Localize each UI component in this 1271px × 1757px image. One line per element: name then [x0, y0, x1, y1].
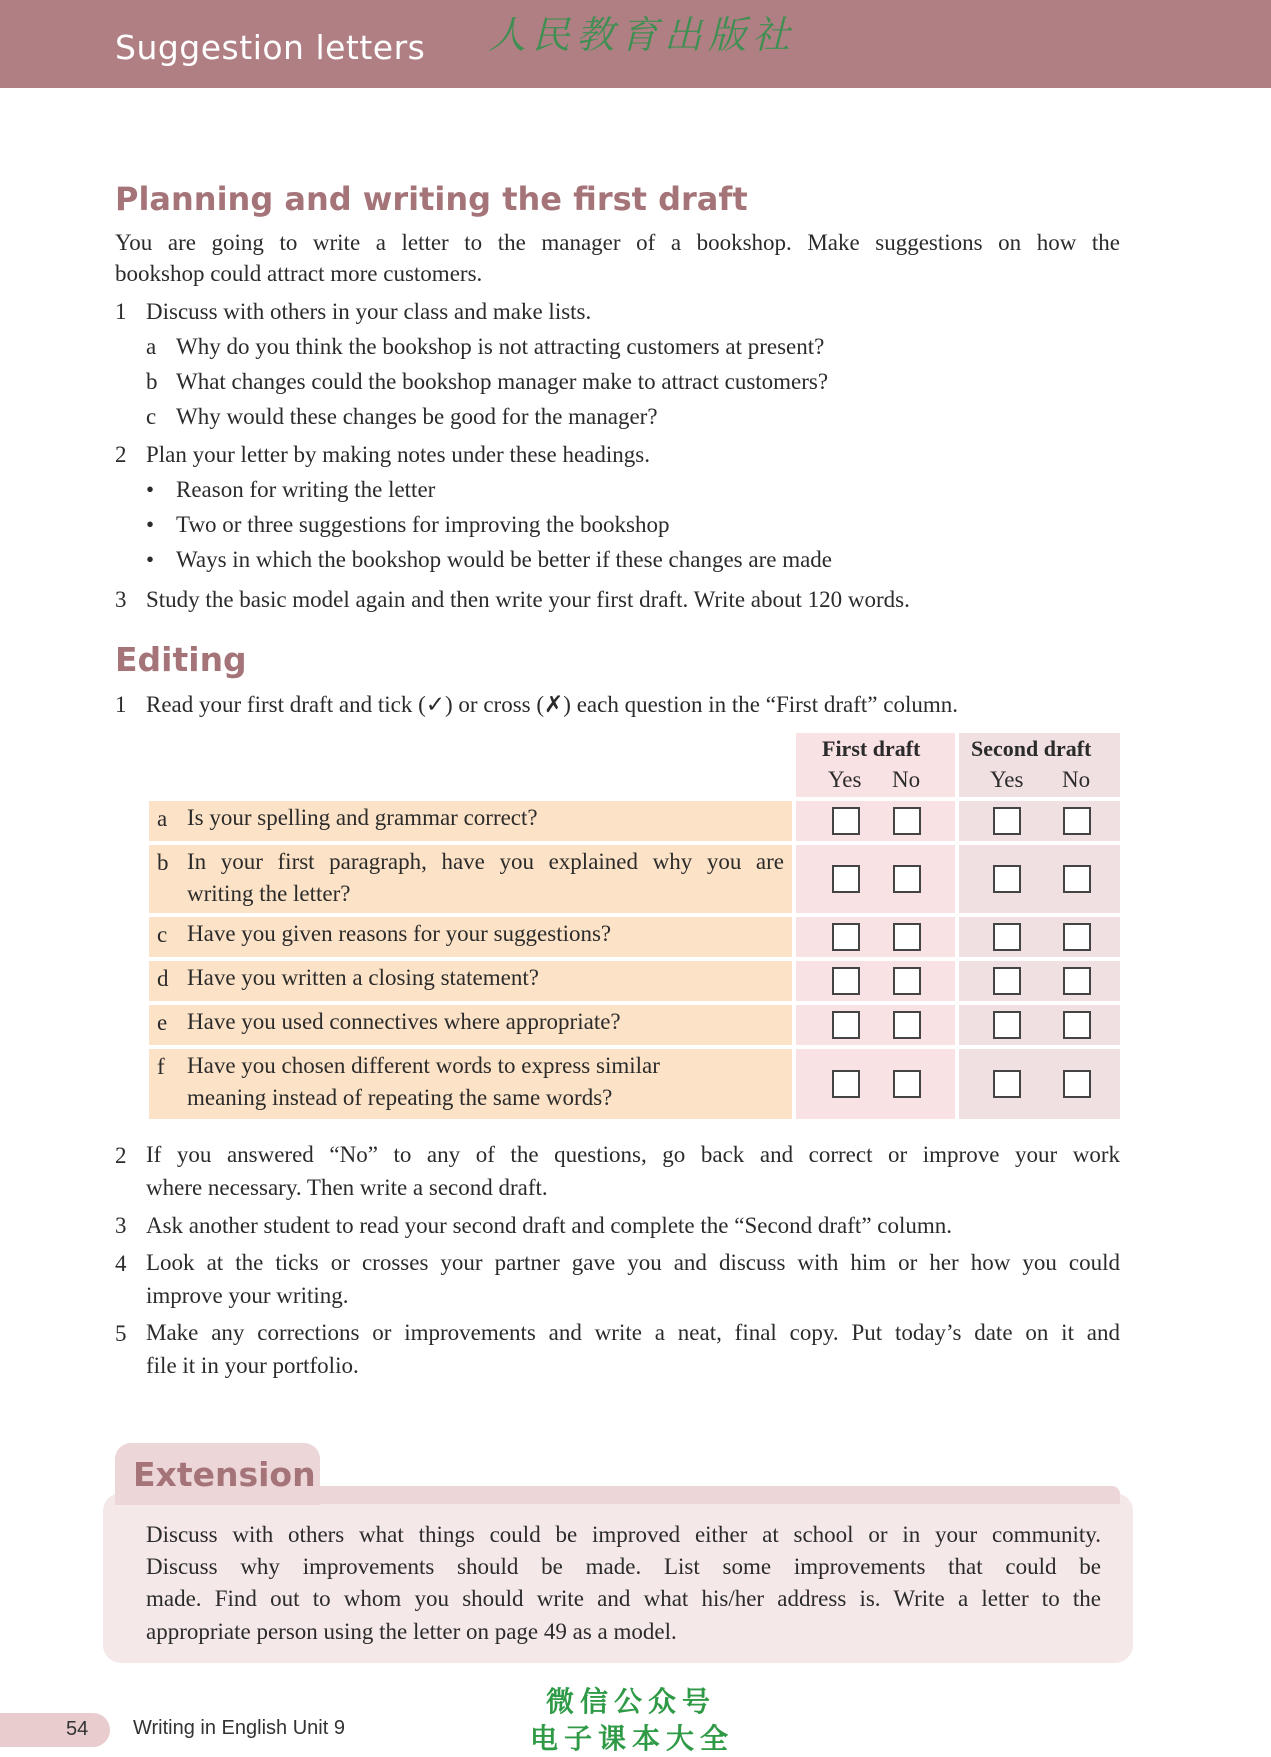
second-draft-yes-checkbox[interactable]	[993, 807, 1021, 835]
first-no-label: No	[892, 767, 921, 792]
second-draft-no-checkbox[interactable]	[1063, 1011, 1091, 1039]
second-draft-cell	[959, 961, 1120, 1001]
second-draft-yes-checkbox[interactable]	[993, 923, 1021, 951]
sub-letter: c	[146, 404, 157, 429]
page-header	[0, 0, 1271, 88]
second-draft-yes-checkbox[interactable]	[993, 1070, 1021, 1098]
page-number-tab	[0, 1713, 110, 1747]
planning-step-1: Discuss with others in your class and make lists.	[146, 299, 592, 324]
first-draft-no-checkbox[interactable]	[893, 1011, 921, 1039]
first-draft-yes-checkbox[interactable]	[832, 967, 860, 995]
planning-bullet-1: Reason for writing the letter	[176, 477, 436, 502]
editing-step-5: Make any corrections or improvements and write a neat, final copy. Put today’s date on it and	[146, 1320, 1120, 1345]
step-number: 2	[115, 442, 127, 467]
planning-intro-line1: You are going to write a letter to the manager of a bookshop. Make suggestions on how the	[115, 230, 1120, 255]
first-draft-no-checkbox[interactable]	[893, 1070, 921, 1098]
step-number: 4	[115, 1251, 127, 1276]
extension-line-1: Discuss with others what things could be improved either at school or in your community.	[146, 1522, 1101, 1547]
row-letter: a	[157, 806, 168, 831]
second-draft-no-checkbox[interactable]	[1063, 967, 1091, 995]
step-number: 1	[115, 692, 127, 717]
second-draft-cell	[959, 801, 1120, 841]
first-draft-yes-checkbox[interactable]	[832, 1070, 860, 1098]
row-question-cont: writing the letter?	[187, 881, 351, 906]
first-draft-header: First draft	[822, 736, 921, 761]
second-draft-no-checkbox[interactable]	[1063, 865, 1091, 893]
planning-intro-line2: bookshop could attract more customers.	[115, 261, 483, 286]
planning-sub-c: Why would these changes be good for the manager?	[176, 404, 658, 429]
second-draft-cell	[959, 1005, 1120, 1045]
row-letter: e	[157, 1010, 168, 1035]
second-draft-yes-checkbox[interactable]	[993, 1011, 1021, 1039]
header-title: Suggestion letters	[115, 28, 426, 67]
extension-line-3: made. Find out to whom you should write and what his/her address is. Write a letter to the	[146, 1586, 1101, 1611]
first-draft-yes-checkbox[interactable]	[832, 865, 860, 893]
row-question: Is your spelling and grammar correct?	[187, 805, 538, 830]
editing-step-1: Read your first draft and tick (✓) or cross (✗) each question in the “First draft” column.	[146, 692, 958, 717]
first-draft-no-checkbox[interactable]	[893, 923, 921, 951]
row-question-cont: meaning instead of repeating the same words?	[187, 1085, 613, 1110]
first-draft-cell	[796, 845, 955, 913]
watermark-line-1: 微信公众号	[546, 1685, 717, 1718]
editing-step-4: Look at the ticks or crosses your partner gave you and discuss with him or her how you could	[146, 1250, 1120, 1275]
first-draft-yes-checkbox[interactable]	[832, 1011, 860, 1039]
second-draft-no-checkbox[interactable]	[1063, 923, 1091, 951]
extension-line-2: Discuss why improvements should be made. List some improvements that could be	[146, 1554, 1101, 1579]
planning-bullet-2: Two or three suggestions for improving the bookshop	[176, 512, 670, 537]
step-number: 5	[115, 1321, 127, 1346]
row-letter: f	[157, 1054, 165, 1079]
first-draft-no-checkbox[interactable]	[893, 967, 921, 995]
row-question: Have you written a closing statement?	[187, 965, 539, 990]
running-title: Writing in English Unit 9	[133, 1717, 345, 1739]
editing-step-4-cont: improve your writing.	[146, 1283, 349, 1308]
second-draft-no-checkbox[interactable]	[1063, 1070, 1091, 1098]
editing-step-2-cont: where necessary. Then write a second draft.	[146, 1175, 548, 1200]
row-letter: d	[157, 966, 169, 991]
row-letter: c	[157, 922, 168, 947]
planning-sub-b: What changes could the bookshop manager make to attract customers?	[176, 369, 829, 394]
second-no-label: No	[1062, 767, 1091, 792]
first-draft-cell	[796, 801, 955, 841]
second-yes-label: Yes	[990, 767, 1024, 792]
row-question: Have you given reasons for your suggestions?	[187, 921, 612, 946]
step-number: 1	[115, 299, 127, 324]
step-number: 2	[115, 1143, 127, 1168]
second-draft-cell	[959, 1049, 1120, 1119]
row-letter: b	[157, 850, 169, 875]
planning-heading: Planning and writing the first draft	[115, 180, 748, 218]
first-draft-yes-checkbox[interactable]	[832, 923, 860, 951]
publisher-seal: 人民教育出版社	[488, 13, 797, 57]
planning-bullet-3: Ways in which the bookshop would be better if these changes are made	[176, 547, 833, 572]
step-number: 3	[115, 1213, 127, 1238]
row-question: Have you used connectives where appropriate?	[187, 1009, 621, 1034]
first-draft-no-checkbox[interactable]	[893, 865, 921, 893]
sub-letter: b	[146, 369, 158, 394]
second-draft-header: Second draft	[971, 736, 1092, 761]
row-question: In your first paragraph, have you explained why you are	[187, 849, 784, 874]
bullet: •	[146, 547, 155, 572]
extension-heading: Extension	[133, 1455, 316, 1494]
bullet: •	[146, 512, 155, 537]
second-draft-yes-checkbox[interactable]	[993, 967, 1021, 995]
first-yes-label: Yes	[828, 767, 862, 792]
step-number: 3	[115, 587, 127, 612]
first-draft-cell	[796, 961, 955, 1001]
extension-line-4: appropriate person using the letter on page 49 as a model.	[146, 1619, 677, 1644]
first-draft-cell	[796, 1005, 955, 1045]
page-number: 54	[66, 1718, 89, 1740]
second-draft-yes-checkbox[interactable]	[993, 865, 1021, 893]
editing-step-3: Ask another student to read your second draft and complete the “Second draft” column.	[146, 1213, 953, 1238]
second-draft-cell	[959, 917, 1120, 957]
first-draft-no-checkbox[interactable]	[893, 807, 921, 835]
row-question: Have you chosen different words to express similar	[187, 1053, 660, 1078]
editing-step-5-cont: file it in your portfolio.	[146, 1353, 359, 1378]
watermark-line-2: 电子课本大全	[530, 1722, 735, 1755]
bullet: •	[146, 477, 155, 502]
second-draft-no-checkbox[interactable]	[1063, 807, 1091, 835]
first-draft-cell	[796, 1049, 955, 1119]
planning-step-3: Study the basic model again and then write your first draft. Write about 120 words.	[146, 587, 910, 612]
planning-step-2: Plan your letter by making notes under these headings.	[146, 442, 650, 467]
planning-sub-a: Why do you think the bookshop is not attracting customers at present?	[176, 334, 825, 359]
sub-letter: a	[146, 334, 157, 359]
editing-heading: Editing	[115, 640, 247, 679]
first-draft-yes-checkbox[interactable]	[832, 807, 860, 835]
second-draft-cell	[959, 845, 1120, 913]
first-draft-cell	[796, 917, 955, 957]
editing-step-2: If you answered “No” to any of the questions, go back and correct or improve your work	[146, 1142, 1120, 1167]
